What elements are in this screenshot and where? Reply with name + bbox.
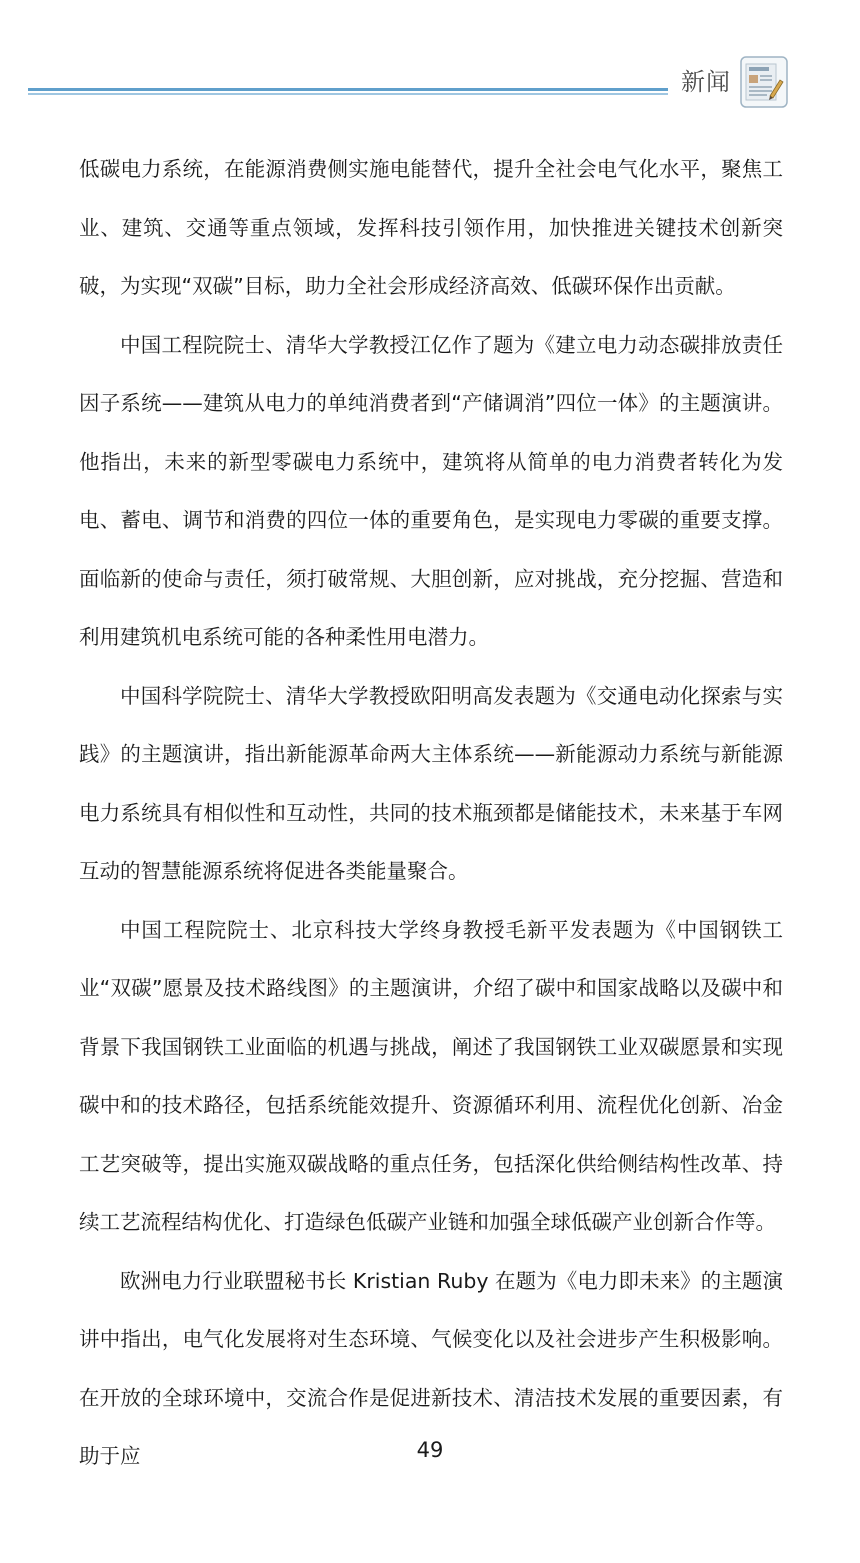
paragraph: 中国工程院院士、清华大学教授江亿作了题为《建立电力动态碳排放责任因子系统——建筑从电力的单纯消费者到“产储调消”四位一体》的主题演讲。他指出，未来的新型零碳电力系统中，建筑将从简单的电力消费者转化为发电、蓄电、调节和消费的四位一体的重要角色，是实现电力零碳的重要支撑。面临新的使命与责任，须打破常规、大胆创新，应对挑战，充分挖掘、营造和利用建筑机电系统可能的各种柔性用电潜力。 bbox=[79, 332, 783, 649]
paragraph: 中国工程院院士、北京科技大学终身教授毛新平发表题为《中国钢铁工业“双碳”愿景及技术路线图》的主题演讲，介绍了碳中和国家战略以及碳中和背景下我国钢铁工业面临的机遇与挑战，阐述了我国钢铁工业双碳愿景和实现碳中和的技术路径，包括系统能效提升、资源循环利用、流程优化创新、冶金工艺突破等，提出实施双碳战略的重点任务，包括深化供给侧结构性改革、持续工艺流程结构优化、打造绿色低碳产业链和加强全球低碳产业创新合作等。 bbox=[79, 917, 783, 1234]
news-icon bbox=[740, 56, 788, 108]
page-number: 49 bbox=[416, 1438, 444, 1462]
paragraph: 中国科学院院士、清华大学教授欧阳明高发表题为《交通电动化探索与实践》的主题演讲，指出新能源革命两大主体系统——新能源动力系统与新能源电力系统具有相似性和互动性，共同的技术瓶颈都是储能技术，未来基于车网互动的智慧能源系统将促进各类能量聚合。 bbox=[79, 683, 783, 883]
article-body bbox=[79, 140, 783, 1486]
paragraph: 欧洲电力行业联盟秘书长 Kristian Ruby 在题为《电力即未来》的主题演讲中指出，电气化发展将对生态环境、气候变化以及社会进步产生积极影响。在开放的全球环境中，交流合作是促进新技术、清洁技术发展的重要因素，有助于应 bbox=[79, 1268, 783, 1468]
paragraph: 低碳电力系统，在能源消费侧实施电能替代，提升全社会电气化水平，聚焦工业、建筑、交通等重点领域，发挥科技引领作用，加快推进关键技术创新突破，为实现“双碳”目标，助力全社会形成经济高效、低碳环保作出贡献。 bbox=[79, 157, 783, 298]
section-title: 新闻 bbox=[681, 68, 731, 96]
header-rule bbox=[28, 88, 668, 95]
